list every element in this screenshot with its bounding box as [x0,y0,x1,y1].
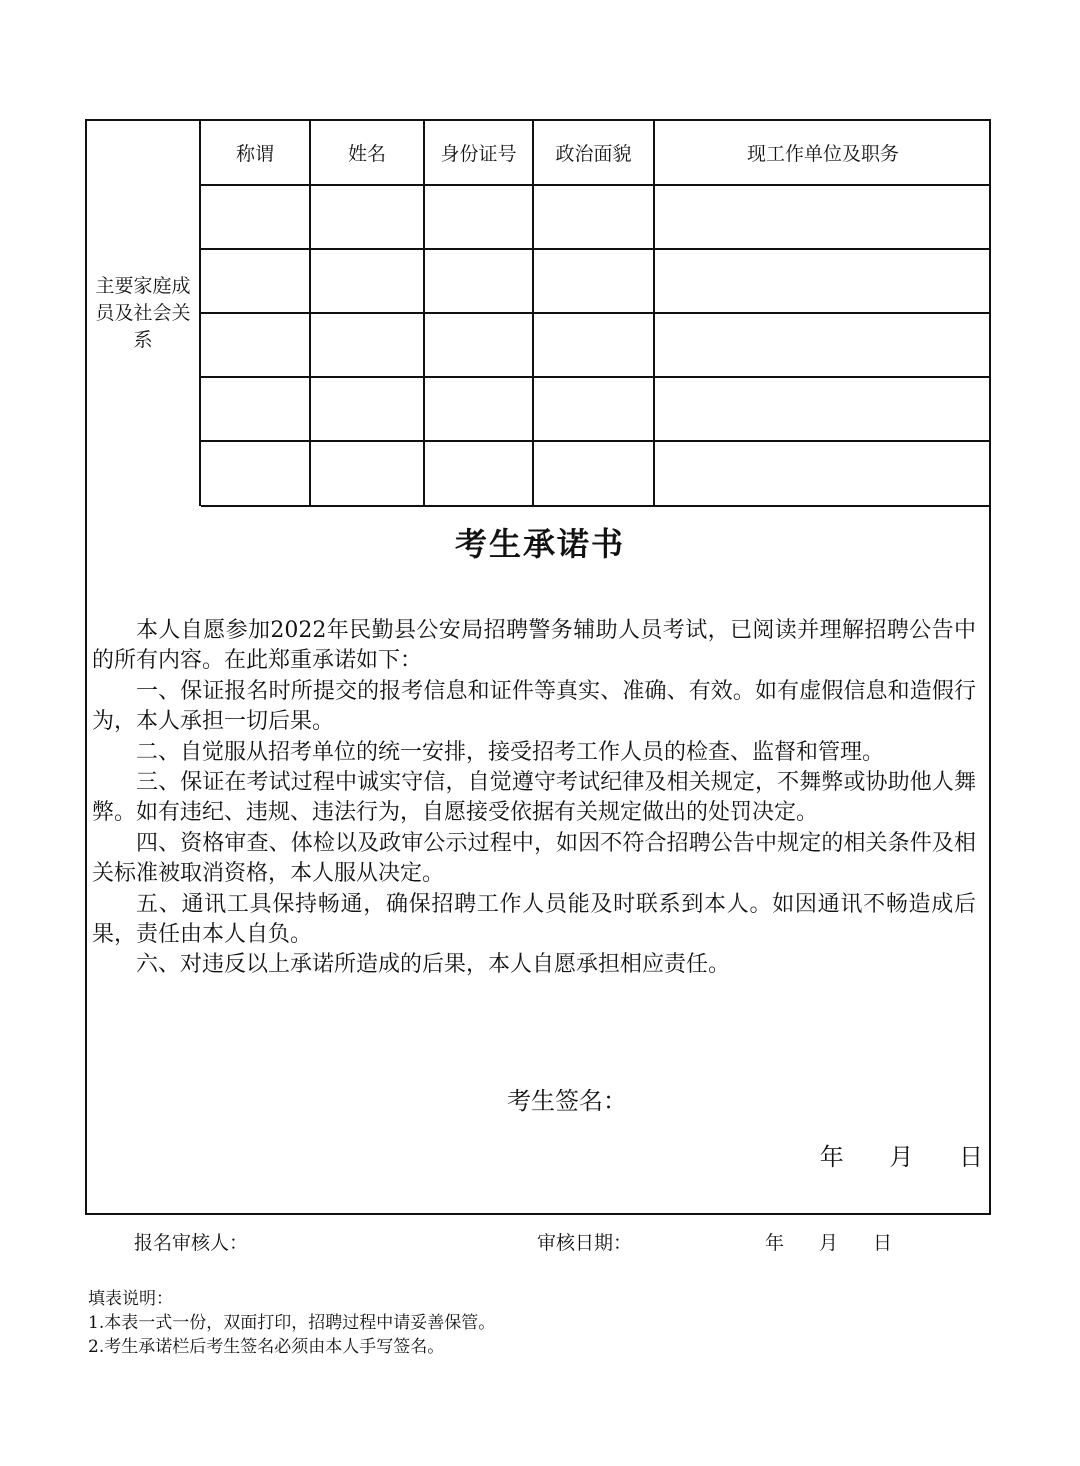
table-cell[interactable] [424,441,533,506]
table-cell[interactable] [654,377,991,441]
review-year: 年 [765,1232,785,1254]
pledge-item-3: 三、保证在考试过程中诚实守信，自觉遵守考试纪律及相关规定，不舞弊或协助他人舞弊。如有违纪、违规、违法行为，自愿接受依据有关规定做出的处罚决定。 [92,770,976,826]
pledge-date[interactable] [820,1137,983,1172]
table-cell[interactable] [201,441,310,506]
table-cell[interactable] [310,185,424,249]
table-cell[interactable] [654,441,991,506]
pledge-item-1: 一、保证报名时所提交的报考信息和证件等真实、准确、有效。如有虚假信息和造假行为，本人承担一切后果。 [92,678,976,735]
table-row [201,185,991,249]
header-political-status: 政治面貌 [533,121,654,185]
table-row [201,313,991,377]
table-cell[interactable] [533,441,654,506]
pledge-body [92,616,976,981]
table-cell[interactable] [424,313,533,377]
pledge-item-6: 六、对违反以上承诺所造成的后果，本人自愿承担相应责任。 [136,952,731,978]
notes-item-2: 2.考生承诺栏后考生签名必须由本人手写签名。 [88,1337,445,1357]
family-section-label: 主要家庭成员及社会关系 [87,121,201,506]
table-cell[interactable] [654,185,991,249]
pledge-item-5: 五、通讯工具保持畅通，确保招聘工作人员能及时联系到本人。如因通讯不畅造成后果，责任由本人自负。 [92,891,976,948]
signature-label: 考生签名： [507,1087,627,1115]
table-row [201,377,991,441]
review-day: 日 [873,1232,893,1254]
table-cell[interactable] [654,313,991,377]
table-cell[interactable] [201,185,310,249]
notes-item-1: 1.本表一式一份，双面打印，招聘过程中请妥善保管。 [88,1313,496,1333]
table-cell[interactable] [424,377,533,441]
review-date-label: 审核日期： [537,1232,633,1254]
table-cell[interactable] [310,313,424,377]
form-frame [85,119,991,1215]
table-cell[interactable] [654,249,991,313]
table-cell[interactable] [533,185,654,249]
pledge-intro: 本人自愿参加2022年民勤县公安局招聘警务辅助人员考试，已阅读并理解招聘公告中的所有内容。在此郑重承诺如下： [92,618,976,674]
table-cell[interactable] [201,313,310,377]
pledge-title: 考生承诺书 [454,525,625,563]
review-month: 月 [819,1232,839,1254]
table-cell[interactable] [310,441,424,506]
table-cell[interactable] [533,313,654,377]
table-row [201,249,991,313]
date-year: 年 [819,1143,844,1171]
header-relation: 称谓 [201,121,310,185]
table-cell[interactable] [533,377,654,441]
header-workplace: 现工作单位及职务 [654,121,991,185]
family-table-header [201,121,991,185]
table-cell[interactable] [310,377,424,441]
table-cell[interactable] [310,249,424,313]
table-row [201,441,991,506]
date-month: 月 [889,1143,914,1171]
notes-heading: 填表说明： [88,1289,173,1309]
header-name: 姓名 [310,121,424,185]
table-cell[interactable] [201,377,310,441]
pledge-item-2: 二、自觉服从招考单位的统一安排，接受招考工作人员的检查、监督和管理。 [136,739,885,765]
table-cell[interactable] [424,185,533,249]
table-cell[interactable] [201,249,310,313]
header-id-number: 身份证号 [424,121,533,185]
pledge-item-4: 四、资格审查、体检以及政审公示过程中，如因不符合招聘公告中规定的相关条件及相关标准被取消资格，本人服从决定。 [92,830,976,887]
filling-notes [88,1287,495,1359]
signature-field[interactable] [507,1081,627,1116]
family-table [201,121,991,507]
table-cell[interactable] [533,249,654,313]
table-cell[interactable] [424,249,533,313]
reviewer-label: 报名审核人： [134,1232,249,1254]
date-day: 日 [959,1143,983,1171]
